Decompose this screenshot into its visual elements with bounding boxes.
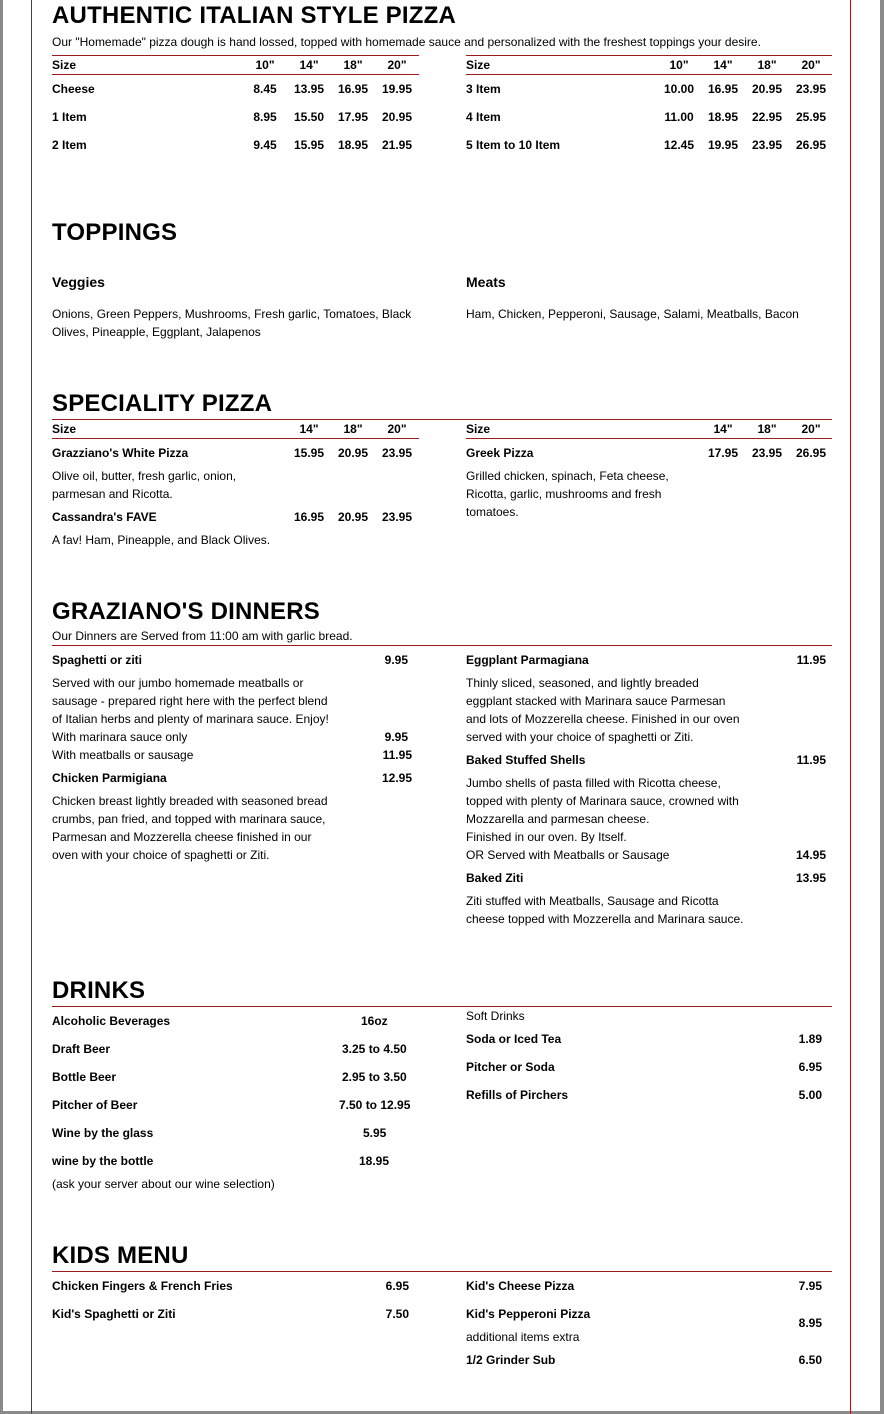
size-header-18: 18": [757, 58, 777, 72]
size-header-14: 14": [299, 422, 319, 436]
dinner-option-price: 11.95: [382, 748, 412, 762]
pizza-row-name: Cheese: [52, 82, 95, 96]
pizza-price: 13.95: [293, 82, 325, 96]
pizza-right-rule-top: [466, 55, 832, 56]
dinner-item-desc: Chicken breast lightly breaded with seasoned bread crumbs, pan fried, and topped with marinara sauce, Parmesan and Mozzerella cheese finished in our oven with your choice of spaghetti or Ziti.: [52, 794, 328, 862]
size-header-18: 18": [343, 422, 363, 436]
pizza-price: 23.95: [795, 82, 827, 96]
drink-name: Wine by the glass: [52, 1126, 154, 1140]
speciality-left-rule-header: [52, 438, 419, 439]
pizza-price: 15.50: [293, 110, 325, 124]
kids-item-price: 8.95: [798, 1316, 822, 1330]
menu-page: [31, 0, 851, 1414]
dinner-item-desc: Jumbo shells of pasta filled with Ricotta cheese, topped with plenty of Marinara sauce, crowned with Mozzarella and parmesan cheese.: [466, 776, 739, 826]
pizza-price: 18.95: [707, 110, 739, 124]
pizza-price: 19.95: [381, 82, 413, 96]
pizza-price: 11.00: [664, 110, 694, 124]
pizza-row-name: 2 Item: [52, 138, 87, 152]
drink-name: Pitcher or Soda: [466, 1060, 555, 1074]
size-header-20: 20": [801, 58, 821, 72]
dinner-item-name: Spaghetti or ziti: [52, 653, 142, 667]
dinner-option: With meatballs or sausage: [52, 748, 194, 762]
pizza-price: 9.45: [253, 138, 277, 152]
speciality-left-size-header: Size: [52, 422, 77, 436]
veggies-list: Onions, Green Peppers, Mushrooms, Fresh garlic, Tomatoes, Black Olives, Pineapple, Eggplant, Jalapenos: [52, 307, 412, 339]
dinner-item-name: Eggplant Parmagiana: [466, 653, 589, 667]
dinner-item-desc: Thinly sliced, seasoned, and lightly breaded eggplant stacked with Marinara sauce Parmesan and lots of Mozzerella cheese. Finished in our oven served with your choice of spaghetti or Ziti.: [466, 676, 740, 744]
speciality-rule-top: [52, 419, 832, 420]
pizza-price: 12.45: [663, 138, 695, 152]
pizza-right-rule-header: [466, 74, 832, 75]
kids-item-price: 7.50: [385, 1307, 409, 1321]
speciality-item-desc: Olive oil, butter, fresh garlic, onion, parmesan and Ricotta.: [52, 469, 237, 501]
speciality-item-name: Cassandra's FAVE: [52, 510, 157, 524]
speciality-title: SPECIALITY PIZZA: [52, 390, 273, 417]
pizza-left-rule-header: [52, 74, 419, 75]
dinner-item-price: 9.95: [384, 653, 408, 667]
pizza-section-subtitle: Our "Homemade" pizza dough is hand lossed, topped with homemade sauce and personalized with the freshest toppings your desire.: [52, 35, 761, 49]
pizza-price: 16.95: [337, 82, 369, 96]
drink-name: Refills of Pirchers: [466, 1088, 569, 1102]
speciality-item-name: Greek Pizza: [466, 446, 534, 460]
pizza-price: 17.95: [337, 110, 369, 124]
kids-item-note: additional items extra: [466, 1330, 580, 1344]
kids-item-name: Kid's Cheese Pizza: [466, 1279, 575, 1293]
speciality-item-name: Grazziano's White Pizza: [52, 446, 189, 460]
pizza-price: 8.45: [253, 82, 277, 96]
speciality-price: 20.95: [337, 510, 369, 524]
pizza-row-name: 5 Item to 10 Item: [466, 138, 561, 152]
drink-price: 6.95: [798, 1060, 822, 1074]
pizza-left-size-header: Size: [52, 58, 77, 72]
kids-item-price: 6.50: [798, 1353, 822, 1367]
meats-list: Ham, Chicken, Pepperoni, Sausage, Salami, Meatballs, Bacon: [466, 307, 799, 321]
size-header-20: 20": [387, 58, 407, 72]
pizza-left-rule-top: [52, 55, 419, 56]
speciality-price: 26.95: [795, 446, 827, 460]
meats-title: Meats: [466, 274, 506, 290]
size-header-14: 14": [713, 58, 733, 72]
pizza-price: 20.95: [751, 82, 783, 96]
speciality-price: 23.95: [751, 446, 783, 460]
size-header-18: 18": [757, 422, 777, 436]
speciality-price: 15.95: [293, 446, 325, 460]
pizza-price: 21.95: [381, 138, 413, 152]
drink-price: 5.95: [363, 1126, 387, 1140]
kids-item-name: Kid's Spaghetti or Ziti: [52, 1307, 176, 1321]
dinner-option: With marinara sauce only: [52, 730, 188, 744]
drink-name: Draft Beer: [52, 1042, 111, 1056]
pizza-price: 26.95: [795, 138, 827, 152]
pizza-price: 18.95: [337, 138, 369, 152]
dinner-item-name: Baked Ziti: [466, 871, 524, 885]
size-header-14: 14": [299, 58, 319, 72]
dinner-item-price: 12.95: [381, 771, 412, 785]
dinner-item-name: Baked Stuffed Shells: [466, 753, 586, 767]
pizza-price: 23.95: [751, 138, 783, 152]
pizza-price: 16.95: [707, 82, 739, 96]
dinner-item-desc: Served with our jumbo homemade meatballs or sausage - prepared right here with the perfect blend of Italian herbs and plenty of marinara sauce. Enjoy!: [52, 676, 329, 726]
speciality-price: 20.95: [337, 446, 369, 460]
drink-name: Pitcher of Beer: [52, 1098, 138, 1112]
size-header-14: 14": [713, 422, 733, 436]
pizza-row-name: 3 Item: [466, 82, 501, 96]
wine-note: (ask your server about our wine selection): [52, 1177, 275, 1191]
pizza-price: 8.95: [253, 110, 277, 124]
drink-name: wine by the bottle: [52, 1154, 154, 1168]
drinks-title: DRINKS: [52, 977, 146, 1004]
dinners-rule: [52, 645, 832, 646]
window-frame-left: [0, 0, 3, 1414]
pizza-price: 19.95: [707, 138, 739, 152]
dinner-item-price: 13.95: [795, 871, 826, 885]
pizza-price: 20.95: [381, 110, 413, 124]
dinner-item-desc: Finished in our oven. By Itself.: [466, 830, 627, 844]
drink-price: 18.95: [359, 1154, 390, 1168]
pizza-row-name: 1 Item: [52, 110, 87, 124]
speciality-price: 23.95: [381, 446, 413, 460]
speciality-right-rule-header: [466, 438, 832, 439]
toppings-title: TOPPINGS: [52, 219, 178, 246]
pizza-section-title: AUTHENTIC ITALIAN STYLE PIZZA: [52, 2, 457, 29]
kids-rule: [52, 1271, 832, 1272]
window-frame-right: [880, 0, 884, 1414]
drinks-rule: [52, 1006, 832, 1007]
kids-item-price: 6.95: [385, 1279, 409, 1293]
size-header-20: 20": [387, 422, 407, 436]
kids-item-name: Kid's Pepperoni Pizza: [466, 1307, 591, 1321]
pizza-price: 15.95: [293, 138, 325, 152]
drink-price: 1.89: [798, 1032, 822, 1046]
alcohol-title: Alcoholic Beverages: [52, 1014, 171, 1028]
pizza-price: 25.95: [795, 110, 827, 124]
kids-item-name: 1/2 Grinder Sub: [466, 1353, 556, 1367]
drink-price: 2.95 to 3.50: [342, 1070, 407, 1084]
drink-price: 3.25 to 4.50: [342, 1042, 407, 1056]
size-header-20: 20": [801, 422, 821, 436]
pizza-price: 22.95: [751, 110, 783, 124]
dinners-subtitle: Our Dinners are Served from 11:00 am with garlic bread.: [52, 629, 353, 643]
alcohol-size: 16oz: [361, 1014, 388, 1028]
speciality-price: 23.95: [381, 510, 413, 524]
kids-item-name: Chicken Fingers & French Fries: [52, 1279, 233, 1293]
speciality-item-desc: Grilled chicken, spinach, Feta cheese, Ricotta, garlic, mushrooms and fresh tomatoes.: [466, 469, 669, 519]
pizza-row-name: 4 Item: [466, 110, 501, 124]
dinner-option: OR Served with Meatballs or Sausage: [466, 848, 670, 862]
dinner-option-price: 9.95: [384, 730, 408, 744]
drink-name: Bottle Beer: [52, 1070, 117, 1084]
drink-price: 5.00: [798, 1088, 822, 1102]
speciality-price: 17.95: [707, 446, 739, 460]
size-header-18: 18": [343, 58, 363, 72]
pizza-price: 10.00: [663, 82, 695, 96]
kids-title: KIDS MENU: [52, 1242, 189, 1269]
dinner-item-price: 11.95: [796, 753, 826, 767]
pizza-right-size-header: Size: [466, 58, 491, 72]
dinners-title: GRAZIANO'S DINNERS: [52, 598, 320, 625]
size-header-10: 10": [255, 58, 275, 72]
size-header-10: 10": [669, 58, 689, 72]
veggies-title: Veggies: [52, 274, 105, 290]
soft-drinks-title: Soft Drinks: [466, 1009, 525, 1023]
speciality-price: 16.95: [293, 510, 325, 524]
drink-price: 7.50 to 12.95: [339, 1098, 411, 1112]
kids-item-price: 7.95: [798, 1279, 822, 1293]
dinner-item-name: Chicken Parmigiana: [52, 771, 167, 785]
speciality-right-size-header: Size: [466, 422, 491, 436]
drink-name: Soda or Iced Tea: [466, 1032, 562, 1046]
speciality-item-desc: A fav! Ham, Pineapple, and Black Olives.: [52, 533, 271, 547]
dinner-item-desc: Ziti stuffed with Meatballs, Sausage and Ricotta cheese topped with Mozzerella and Marinara sauce.: [466, 894, 744, 926]
dinner-option-price: 14.95: [795, 848, 826, 862]
dinner-item-price: 11.95: [796, 653, 826, 667]
